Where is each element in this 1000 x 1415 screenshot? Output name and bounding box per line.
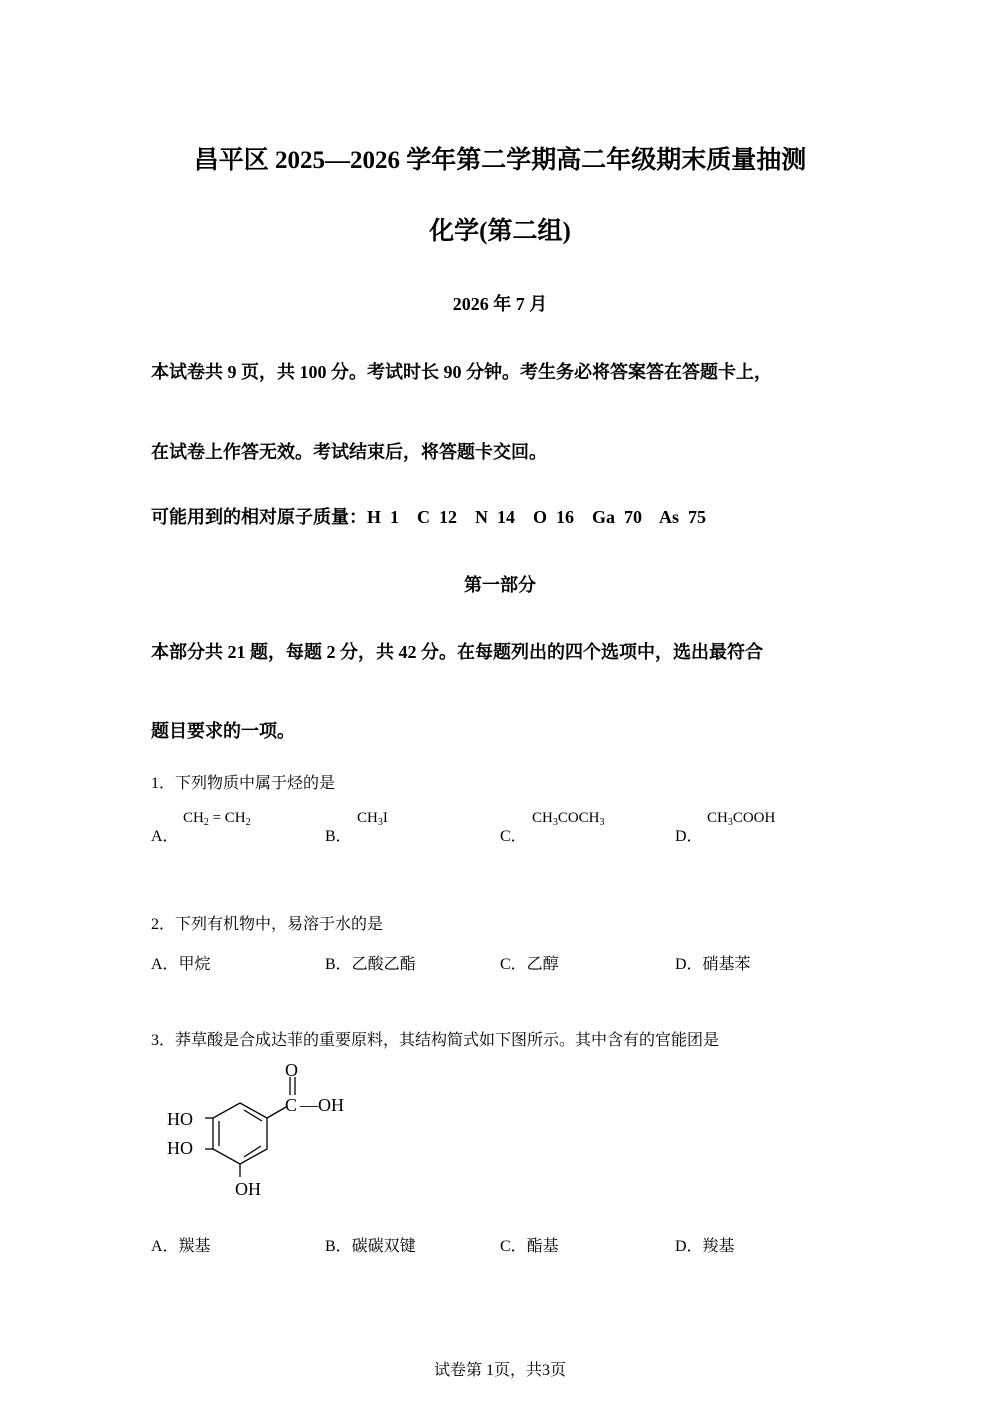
part1-desc-line1: 本部分共 21 题，每题 2 分，共 42 分。在每题列出的四个选项中，选出最符合 (151, 642, 763, 662)
question-1-stem: 1．下列物质中属于烃的是 (151, 775, 336, 792)
part1-heading: 第一部分 (464, 575, 536, 595)
q1-option-a-formula: $CH_2 = CH_2$ (183, 810, 251, 828)
carbonyl-oxygen-label: O (285, 1060, 298, 1080)
q2-option-a: A．甲烷 (151, 956, 211, 973)
q3-option-b: B．碳碳双键 (325, 1238, 416, 1255)
carboxyl-carbon-label: C (285, 1095, 298, 1115)
q1-option-d-label: D． (675, 828, 703, 845)
q1-option-c-label: C． (500, 828, 527, 845)
q3-option-d: D．羧基 (675, 1238, 735, 1255)
q1-option-d-formula: $CH_3COOH$ (707, 810, 776, 828)
q3-option-c: C．酯基 (500, 1238, 559, 1255)
atomic-masses: 可能用到的相对原子质量：H 1 C 12 N 14 O 16 Ga 70 As 75 (151, 507, 707, 527)
q2-option-d: D．硝基苯 (675, 956, 751, 973)
q1-option-b-formula: $CH_3I$ (357, 810, 388, 828)
hydroxyl-top-label: HO (167, 1109, 193, 1129)
question-2-stem: 2．下列有机物中，易溶于水的是 (151, 916, 384, 933)
exam-date: 2026 年 7 月 (452, 294, 548, 314)
q1-option-a-label: A． (151, 828, 179, 845)
exam-title: 昌平区 2025—2026 学年第二学期高二年级期末质量抽测 (193, 147, 807, 174)
benzene-ring (213, 1103, 267, 1164)
carboxyl-oh-label: —OH (300, 1095, 344, 1115)
q1-option-b-label: B． (325, 828, 352, 845)
gallic-acid-structure (160, 1058, 360, 1203)
exam-subtitle: 化学(第二组) (429, 218, 571, 245)
hydroxyl-bottom-label: OH (235, 1179, 261, 1199)
question-3-stem: 3．莽草酸是合成达菲的重要原料，其结构简式如下图所示。其中含有的官能团是 (151, 1032, 720, 1049)
instructions-line1: 本试卷共 9 页，共 100 分。考试时长 90 分钟。考生务必将答案答在答题卡上， (151, 362, 772, 382)
q2-option-c: C．乙醇 (500, 956, 559, 973)
q1-option-c-formula: $CH_3COCH_3$ (532, 810, 605, 828)
q2-option-b: B．乙酸乙酯 (325, 956, 416, 973)
page-footer: 试卷第 1页，共3页 (433, 1362, 566, 1379)
part1-desc-line2: 题目要求的一项。 (151, 721, 295, 741)
instructions-line2: 在试卷上作答无效。考试结束后，将答题卡交回。 (151, 442, 547, 462)
q3-option-a: A．羰基 (151, 1238, 211, 1255)
hydroxyl-middle-label: HO (167, 1138, 193, 1158)
